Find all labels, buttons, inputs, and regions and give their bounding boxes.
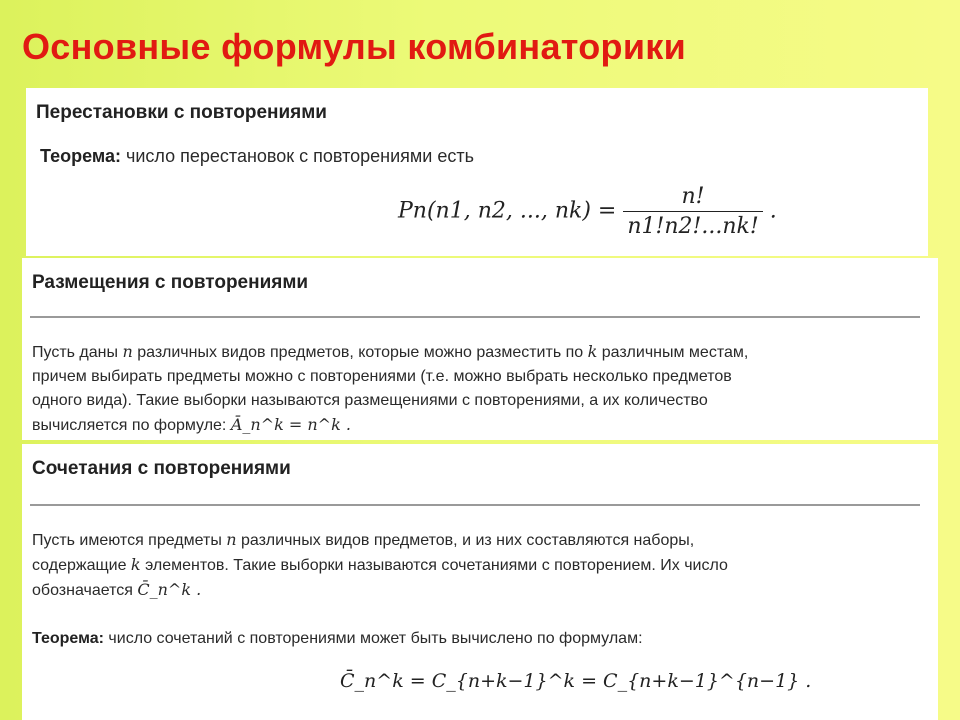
arrangements-heading: Размещения с повторениями (32, 272, 309, 293)
variable-k: k (130, 555, 141, 574)
combinations-formula: C̄_n^k = C_{n+k−1}^k = C_{n+k−1}^{n−1} . (340, 670, 812, 692)
body-line: содержащие k элементов. Такие выборки называются сочетаниями с повторением. Их число (32, 555, 728, 574)
variable-n: n (122, 342, 133, 361)
combinations-panel (22, 444, 938, 720)
combination-symbol: C̄_n^k . (137, 580, 202, 599)
arrangements-body (32, 340, 922, 438)
formula-denominator: n1!n2!...nk! (627, 214, 759, 239)
body-line: обозначается C̄_n^k . (32, 580, 202, 599)
combinations-theorem (32, 630, 643, 648)
section-divider (30, 316, 920, 318)
permutations-formula: Pn(n1, n2, ..., nk) = $\frac{n!}{n1!n2!...nk!}$ . (398, 184, 777, 239)
permutations-heading: Перестановки с повторениями (36, 102, 327, 123)
body-line: вычисляется по формуле: Ā_n^k = n^k . (32, 415, 351, 434)
body-line: одного вида). Такие выборки называются размещениями с повторениями, а их количество (32, 392, 708, 409)
variable-k: k (587, 342, 598, 361)
body-line: Пусть имеются предметы n различных видов предметов, и из них составляются наборы, (32, 530, 695, 549)
theorem-label: Теорема: (40, 146, 121, 166)
section-divider (30, 504, 920, 506)
theorem-text: число перестановок с повторениями есть (125, 146, 474, 166)
slide-title: Основные формулы комбинаторики (22, 26, 687, 67)
variable-n: n (226, 530, 237, 549)
body-line: Пусть даны n различных видов предметов, которые можно разместить по k различным местам, (32, 342, 749, 361)
arrangements-formula: Ā_n^k = n^k . (230, 415, 351, 434)
permutations-theorem (40, 146, 474, 167)
arrangements-panel (22, 258, 938, 440)
formula-fraction (623, 184, 762, 239)
permutations-panel (26, 88, 928, 256)
body-line: причем выбирать предметы можно с повторениями (т.е. можно выбрать несколько предметов (32, 368, 732, 385)
combinations-body (32, 528, 922, 603)
formula-numerator: n! (623, 184, 762, 212)
combinations-heading: Сочетания с повторениями (32, 458, 291, 479)
theorem-text: число сочетаний с повторениями может быть вычислено по формулам: (108, 630, 643, 647)
formula-lhs: Pn(n1, n2, ..., nk) = (398, 198, 617, 224)
theorem-label: Теорема: (32, 630, 104, 647)
